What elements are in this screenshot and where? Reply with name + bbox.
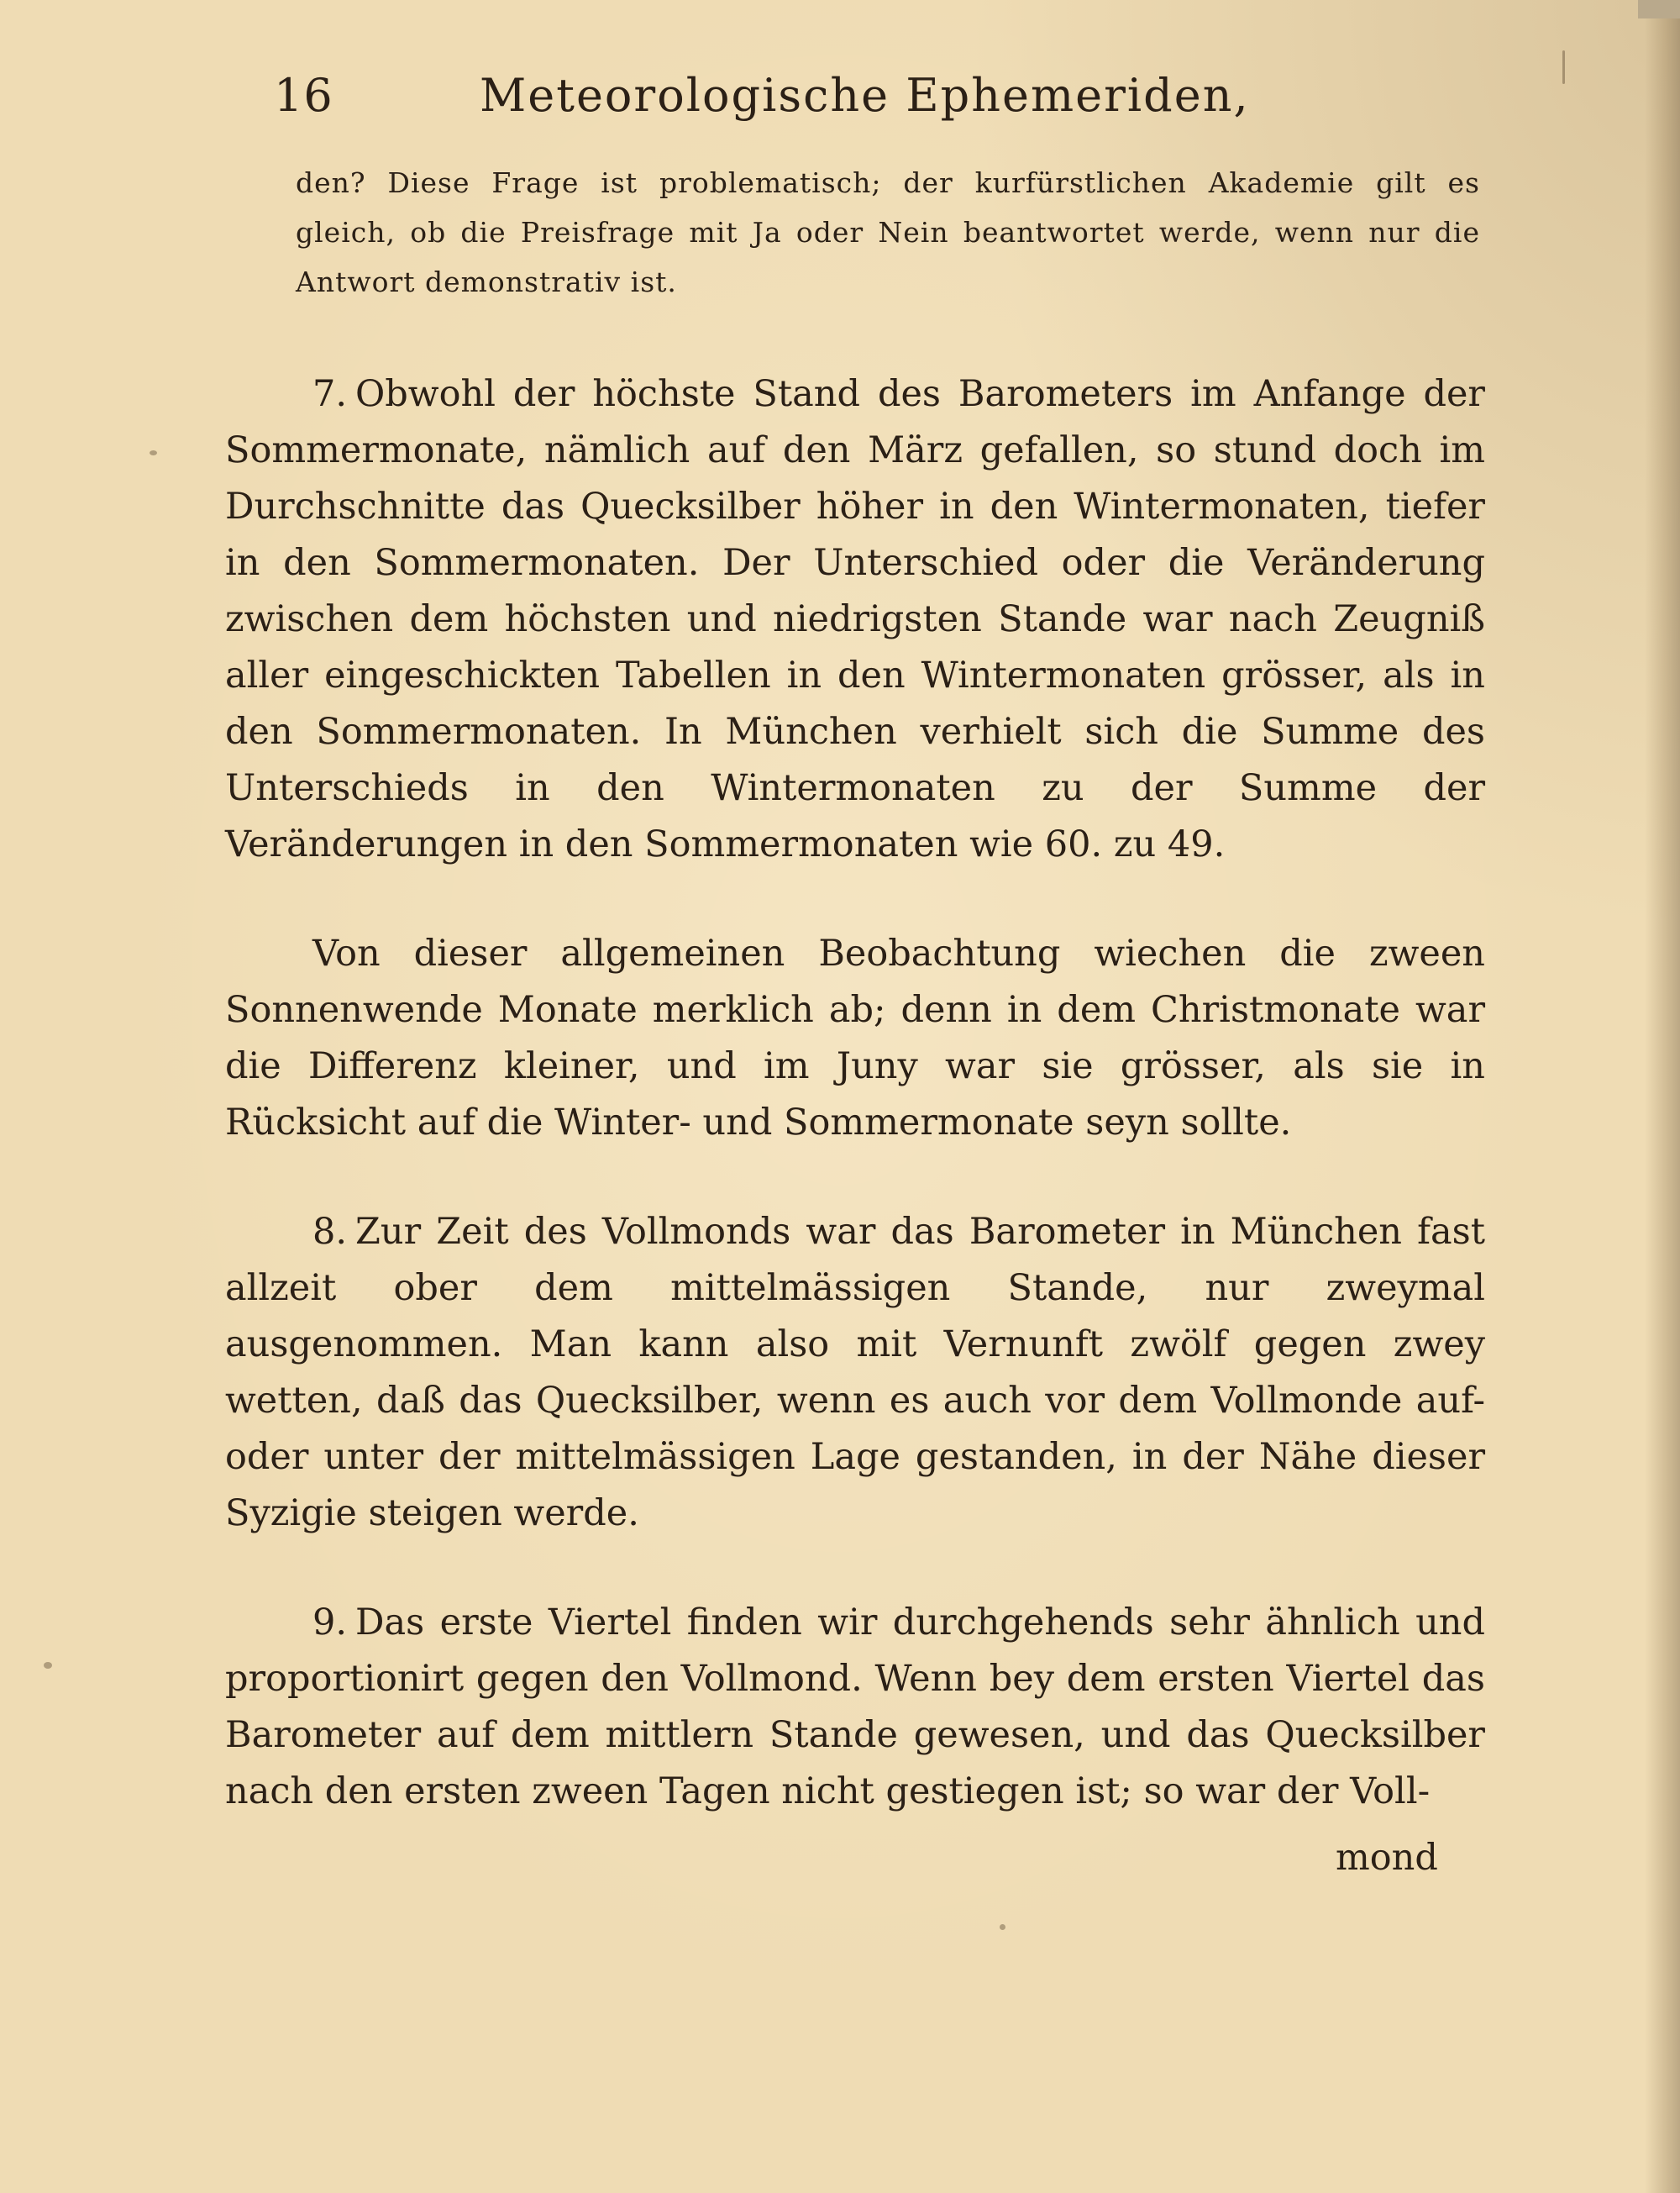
ink-speck (1000, 1924, 1005, 1930)
paragraph-number: 7. (312, 373, 348, 415)
footnote: den? Diese Frage ist problematisch; der kurfürstlichen Akademie gilt es gleich, ob die Preisfrage mit Ja oder Nein beantwortet werde, wenn nur die Antwort demonstrativ ist. (296, 166, 1480, 298)
ink-speck (44, 1662, 52, 1669)
paragraph-number: 8. (312, 1211, 348, 1253)
page-number: 16 (274, 69, 333, 122)
paragraph-7-continued (225, 926, 1485, 1151)
corner-mark (1638, 0, 1680, 18)
paragraph-text: Das erste Viertel finden wir durchgehends sehr ähnlich und proportionirt gegen den Vollmond. Wenn bey dem ersten Viertel das Barometer auf dem mittlern Stande gewesen, und das Quecksilber nach den ersten zween Tagen nicht gestiegen ist; so war der Voll- (225, 1601, 1485, 1812)
ink-speck (1562, 50, 1565, 84)
paragraph-7 (225, 366, 1485, 873)
page-edge-shadow (1645, 0, 1680, 2193)
paragraph-9 (225, 1595, 1485, 1820)
catchword: mond (1336, 1837, 1438, 1879)
paragraph-text: Obwohl der höchste Stand des Barometers im Anfange der Sommermonate, nämlich auf den März gefallen, so stund doch im Durchschnitte das Quecksilber höher in den Wintermonaten, tiefer in den Sommermonaten. Der Unterschied oder die Veränderung zwischen dem höchsten und niedrigsten Stande war nach Zeugniß aller eingeschickten Tabellen in den Wintermonaten grösser, als in den Sommermonaten. In München verhielt sich die Summe des Unterschieds in den Wintermonaten zu der Summe der Veränderungen in den Sommermonaten wie 60. zu 49. (225, 373, 1485, 865)
main-text (225, 366, 1485, 1873)
paragraph-text: Von dieser allgemeinen Beobachtung wiechen die zween Sonnenwende Monate merklich ab; denn in dem Christmonate war die Differenz kleiner, und im Juny war sie grösser, als sie in Rücksicht auf die Winter- und Sommermonate seyn sollte. (225, 933, 1485, 1144)
paragraph-8 (225, 1204, 1485, 1542)
ink-speck (150, 450, 157, 455)
running-title: Meteorologische Ephemeriden, (480, 69, 1250, 122)
paragraph-number: 9. (312, 1601, 348, 1643)
paragraph-text: Zur Zeit des Vollmonds war das Barometer in München fast allzeit ober dem mittelmässigen Stande, nur zweymal ausgenommen. Man kann also mit Vernunft zwölf gegen zwey wetten, daß das Quecksilber, wenn es auch vor dem Vollmonde auf- oder unter der mittelmässigen Lage gestanden, in der Nähe dieser Syzigie steigen werde. (225, 1211, 1485, 1534)
running-head (274, 69, 1250, 136)
